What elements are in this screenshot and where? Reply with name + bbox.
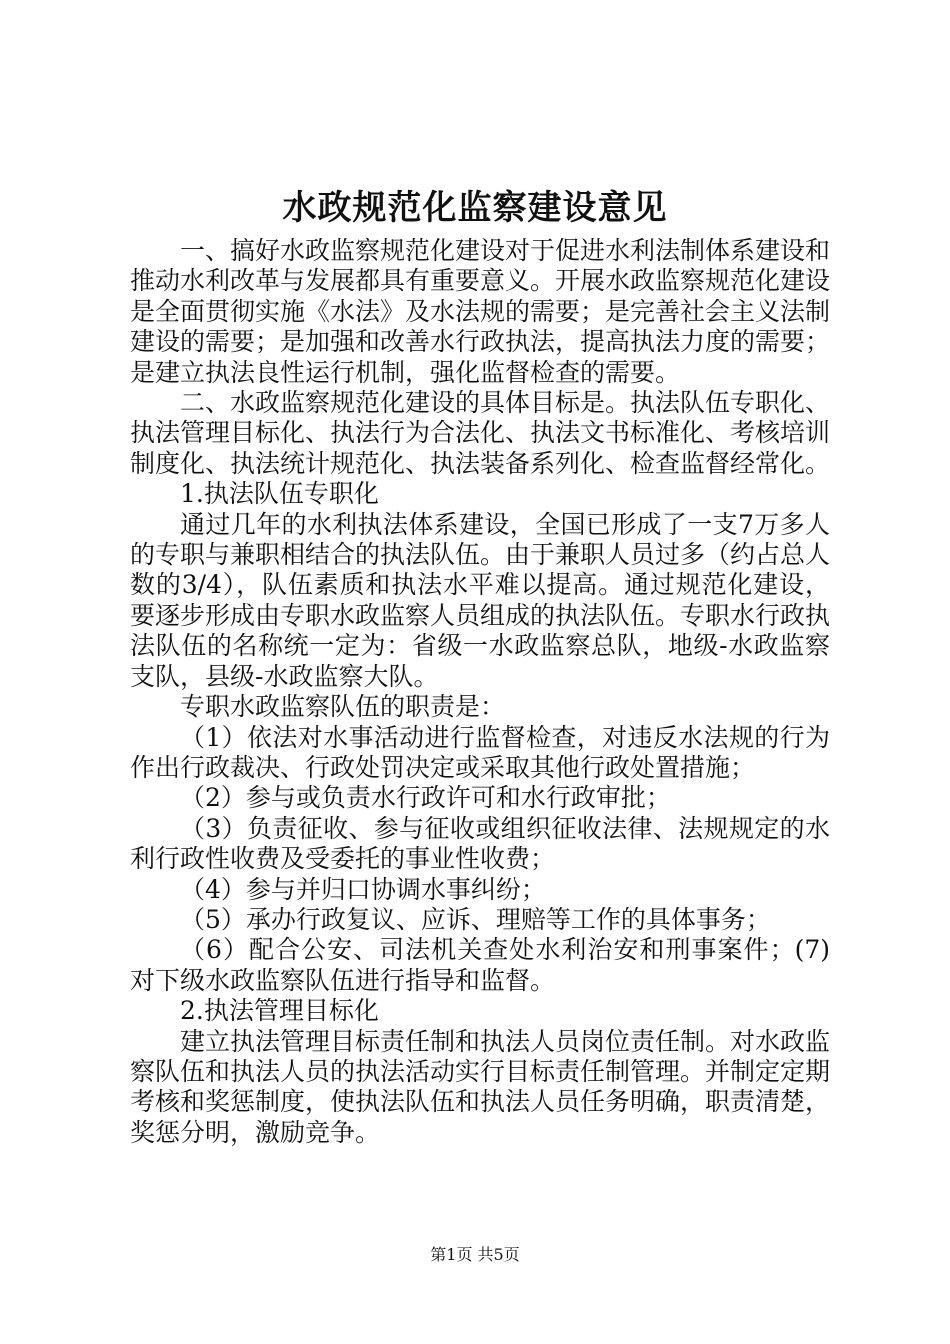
list-item: （4）参与并归口协调水事纠纷； — [180, 874, 546, 904]
list-item: （5）承办行政复议、应诉、理赔等工作的具体事务； — [180, 904, 771, 934]
section-heading: 1.执法队伍专职化 — [180, 479, 379, 509]
document-title: 水政规范化监察建设意见 — [282, 188, 668, 228]
list-item: （2）参与或负责水行政许可和水行政审批； — [180, 783, 671, 813]
list-item: （6）配合公安、司法机关查处水利治安和刑事案件；(7)对下级水政监察队伍进行指导和监督。 — [130, 935, 830, 995]
list-item: （3）负责征收、参与征收或组织征收法律、法规规定的水利行政性收费及受委托的事业性收费； — [130, 813, 830, 874]
paragraph: 一、搞好水政监察规范化建设对于促进水利法制体系建设和推动水利改革与发展都具有重要意义。开展水政监察规范化建设是全面贯彻实施《水法》及水法规的需要；是完善社会主义法制建设的需要；是加强和改善水行政执法，提高执法力度的需要；是建立执法良性运行机制，强化监督检查的需要。 — [130, 236, 831, 387]
paragraph: 通过几年的水利执法体系建设，全国已形成了一支7万多人的专职与兼职相结合的执法队伍。由于兼职人员过多（约占总人数的3/4），队伍素质和执法水平难以提高。通过规范化建设，要逐步形成由专职水政监察人员组成的执法队伍。专职水行政执法队伍的名称统一定为：省级一水政监察总队，地级-水政监察支队，县级-水政监察大队。 — [130, 509, 831, 691]
list-item: （1）依法对水事活动进行监督检查，对违反水法规的行为作出行政裁决、行政处罚决定或采取其他行政处置措施； — [130, 722, 830, 782]
section-heading: 2.执法管理目标化 — [180, 996, 379, 1026]
document-body — [130, 236, 830, 1148]
page-footer: 第1页 共5页 — [430, 1245, 520, 1264]
paragraph: 建立执法管理目标责任制和执法人员岗位责任制。对水政监察队伍和执法人员的执法活动实行目标责任制管理。并制定定期考核和奖惩制度，使执法队伍和执法人员任务明确，职责清楚，奖惩分明，激励竞争。 — [130, 1026, 831, 1147]
paragraph: 二、水政监察规范化建设的具体目标是。执法队伍专职化、执法管理目标化、执法行为合法化、执法文书标准化、考核培训制度化、执法统计规范化、执法装备系列化、检查监督经常化。 — [130, 388, 831, 478]
paragraph: 专职水政监察队伍的职责是： — [180, 692, 506, 722]
